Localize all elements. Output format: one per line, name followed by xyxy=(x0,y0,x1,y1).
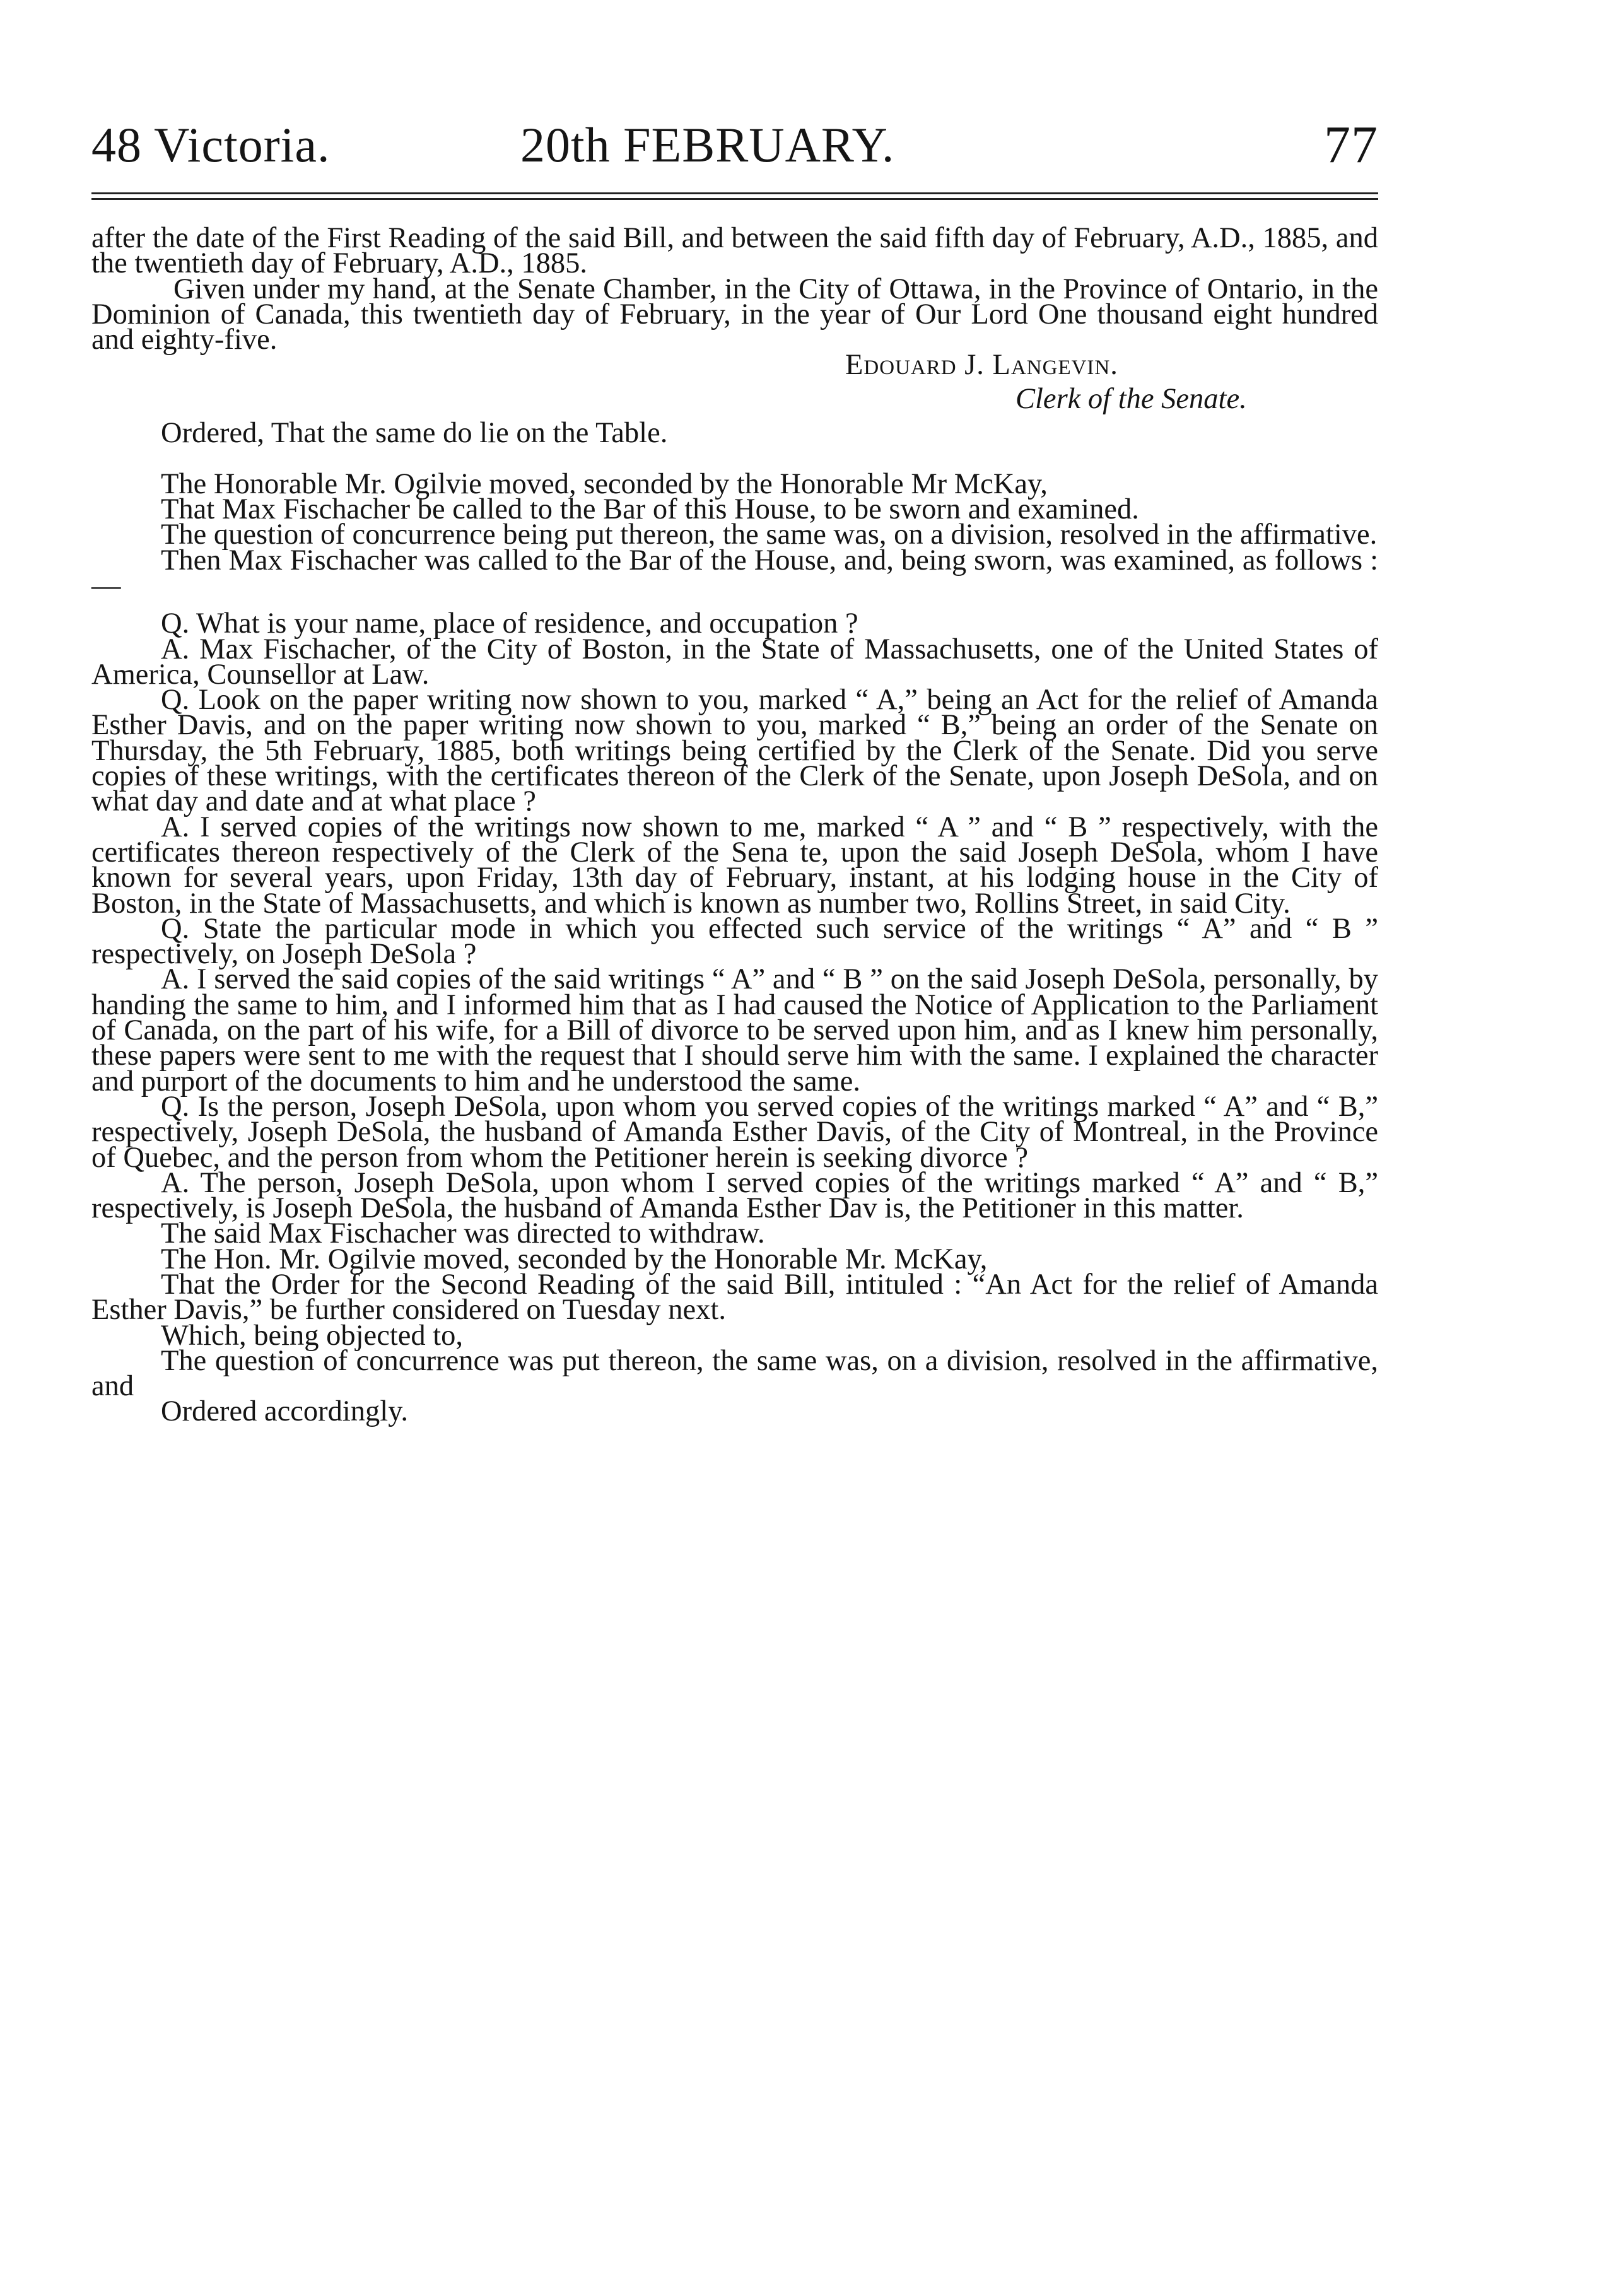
page-number: 77 xyxy=(1324,115,1378,174)
ordered-accordingly: Ordered accordingly. xyxy=(161,1395,409,1428)
header-rule xyxy=(91,192,1378,202)
examination-answer: A. I served copies of the writings now shown to me, marked “ A ” and “ B ” respectively, with the certificates thereon respectively of the Clerk of the Sena te, upon the said Joseph DeSola, whom I have known for several years, upon Friday, 13th day of February, instant, at his lodging house in the City of Boston, in the State of Massachusetts, and which is known as number two, Rollins Street, in said City. xyxy=(91,811,1378,920)
examination-question: Q. State the particular mode in which you effected such service of the writings “ A” and “ B ” respectively, on Joseph DeSola ? xyxy=(91,912,1378,971)
objection: Which, being objected to, xyxy=(161,1319,464,1352)
second-motion-that: That the Order for the Second Reading of the said Bill, intituled : “An Act for the relief of Amanda Esther Davis,” be further considered on Tuesday next. xyxy=(91,1268,1378,1327)
examination-answer: A. Max Fischacher, of the City of Boston, in the State of Massachusetts, one of the United States of America, Counsellor at Law. xyxy=(91,633,1378,691)
rule-line-bottom xyxy=(91,198,1378,200)
motion-that: That Max Fischacher be called to the Bar of this House, to be sworn and examined. xyxy=(161,493,1139,526)
signature-block xyxy=(91,349,1378,421)
signer-title: Clerk of the Senate. xyxy=(1015,383,1247,416)
certificate-continuation: after the date of the First Reading of the said Bill, and between the said fifth day of February, A.D., 1885, and the twentieth day of February, A.D., 1885. xyxy=(91,222,1378,280)
motion-question: The question of concurrence being put thereon, the same was, on a division, resolved in the affirmative. xyxy=(161,518,1378,551)
withdraw-direction: The said Max Fischacher was directed to withdraw. xyxy=(161,1217,765,1250)
rule-line-top xyxy=(91,192,1378,194)
examination-answer: A. I served the said copies of the said writings “ A” and “ B ” on the said Joseph DeSola, personally, by handing the same to him, and I informed him that as I had caused the Notice of Application to the Parliament of Canada, on the part of his wife, for a Bill of divorce to be served upon him, and as I knew him personally, these papers were sent to me with the request that I should serve him with the same. I explained the character and purport of the documents to him and he understood the same. xyxy=(91,963,1378,1098)
signer-name: Edouard J. Langevin. xyxy=(845,349,1118,382)
examination-question: Q. Is the person, Joseph DeSola, upon whom you served copies of the writings marked “ A” and “ B,” respectively, Joseph DeSola, the husband of Amanda Esther Davis, of the City of Montreal, in the Province of Quebec, and the person from whom the Petitioner herein is seeking divorce ? xyxy=(91,1090,1378,1174)
regnal-year: 48 Victoria. xyxy=(91,117,331,172)
examination-question: Q. Look on the paper writing now shown to you, marked “ A,” being an Act for the relief of Amanda Esther Davis, and on the paper writing now shown to you, marked “ B,” being an order of the Senate on Thursday, the 5th February, 1885, both writings being certified by the Clerk of the Senate. Did you serve copies of these writings, with the certificates thereon of the Clerk of the Senate, upon Joseph DeSola, and on what day and date and at what place ? xyxy=(91,684,1378,818)
journal-body xyxy=(91,222,1378,1428)
motion-then: Then Max Fischacher was called to the Bar of the House, and, being sworn, was examined, as follows :— xyxy=(91,544,1378,602)
motion-moved: The Honorable Mr. Ogilvie moved, seconded by the Honorable Mr McKay, xyxy=(161,467,1048,500)
second-motion-moved: The Hon. Mr. Ogilvie moved, seconded by the Honorable Mr. McKay, xyxy=(161,1243,988,1275)
ordered-table: Ordered, That the same do lie on the Table. xyxy=(161,417,668,450)
date-heading: 20th FEBRUARY. xyxy=(520,117,895,172)
page-header xyxy=(91,107,1378,183)
examination-question: Q. What is your name, place of residence, and occupation ? xyxy=(161,607,858,640)
examination-answer: A. The person, Joseph DeSola, upon whom I served copies of the writings marked “ A” and “ B,” respectively, is Joseph DeSola, the husband of Amanda Esther Dav is, the Petitioner in this matter. xyxy=(91,1166,1378,1225)
certificate-given: Given under my hand, at the Senate Chamber, in the City of Ottawa, in the Province of Ontario, in the Dominion of Canada, this twentieth day of February, in the year of Our Lord One thousand eight hundred and eighty-five. xyxy=(91,272,1378,356)
second-motion-question: The question of concurrence was put thereon, the same was, on a division, resolved in the affirmative, and xyxy=(91,1344,1378,1403)
